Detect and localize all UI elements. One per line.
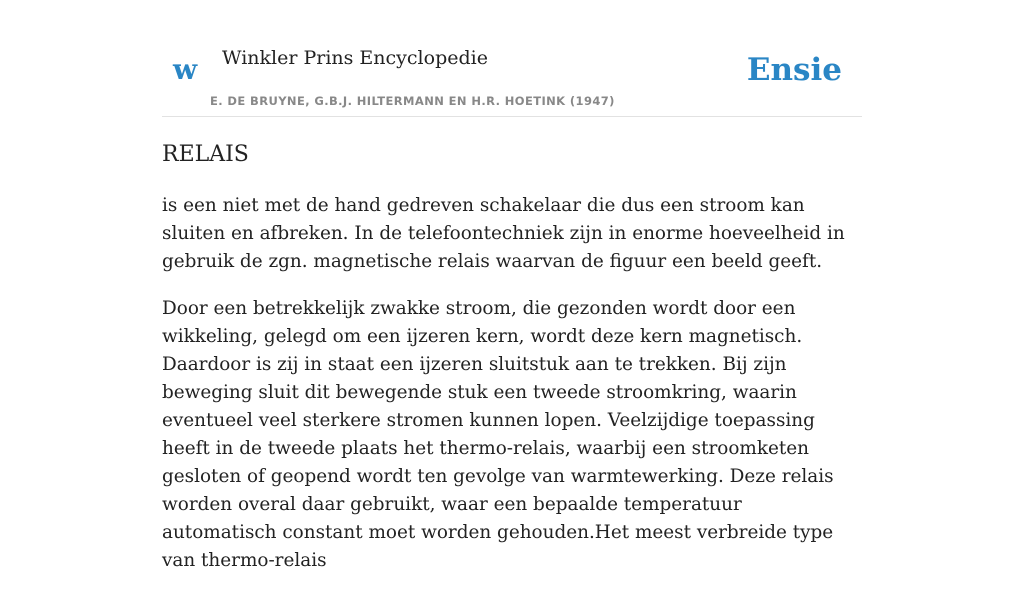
ensie-logo[interactable]: Ensie	[746, 52, 842, 88]
entry-paragraph: is een niet met de hand gedreven schakelaar die dus een stroom kan sluiten en afbreken. In de telefoontechniek zijn in enorme hoeveelheid in gebruik de zgn. magnetische relais waarvan de figuur een beeld geeft.	[162, 195, 845, 272]
source-authors: E. DE BRUYNE, G.B.J. HILTERMANN EN H.R. HOETINK (1947)	[210, 94, 615, 108]
page-content	[162, 0, 862, 571]
source-header	[162, 0, 862, 117]
winkler-prins-logo-icon[interactable]: w	[173, 53, 198, 86]
source-title[interactable]: Winkler Prins Encyclopedie	[222, 47, 488, 69]
entry-paragraph: Door een betrekkelijk zwakke stroom, die gezonden wordt door een wikkeling, gelegd om een ijzeren kern, wordt deze kern magnetisch. Daardoor is zij in staat een ijzeren sluitstuk aan te trekken. Bij zijn beweging sluit dit bewegende stuk een tweede stroomkring, waarin eventueel veel sterkere stromen kunnen lopen. Veelzijdige toepassing heeft in de tweede plaats het thermo-relais, waarbij een stroomketen gesloten of geopend wordt ten gevolge van warmtewerking. Deze relais worden overal daar gebruikt, waar een bepaalde temperatuur automatisch constant moet worden gehouden.Het meest verbreide type van thermo-relais	[162, 298, 834, 571]
entry-title: RELAIS	[162, 142, 249, 167]
entry-body	[162, 192, 862, 594]
